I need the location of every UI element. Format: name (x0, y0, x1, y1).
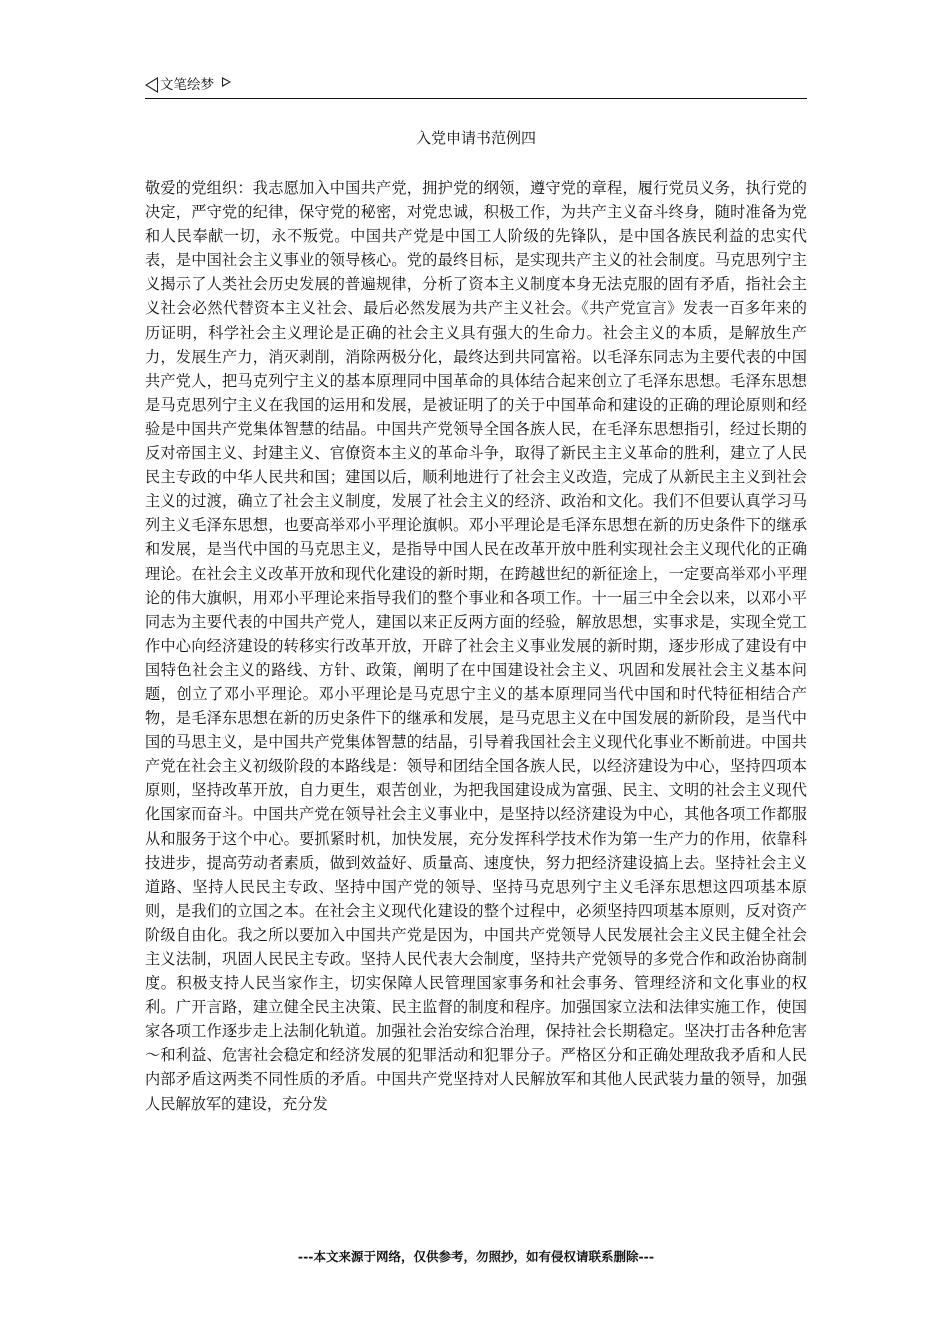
body-paragraph: 敬爱的党组织：我志愿加入中国共产党，拥护党的纲领，遵守党的章程，履行党员义务，执行党的决定，严守党的纪律，保守党的秘密，对党忠诚，积极工作，为共产主义奋斗终身，随时准备为党和人民奉献一切，永不叛党。中国共产党是中国工人阶级的先锋队，是中国各族民利益的忠实代表，是中国社会主义事业的领导核心。党的最终目标，是实现共产主义的社会制度。马克思列宁主义揭示了人类社会历史发展的普遍规律，分析了资本主义制度本身无法克服的固有矛盾，指社会主义社会必然代替资本主义社会、最后必然发展为共产主义社会。《共产党宣言》发表一百多年来的历证明，科学社会主义理论是正确的社会主义具有强大的生命力。社会主义的本质，是解放生产力，发展生产力，消灭剥削，消除两极分化，最终达到共同富裕。以毛泽东同志为主要代表的中国共产党人，把马克列宁主义的基本原理同中国革命的具体结合起来创立了毛泽东思想。毛泽东思想是马克思列宁主义在我国的运用和发展，是被证明了的关于中国革命和建设的正确的理论原则和经验是中国共产党集体智慧的结晶。中国共产党领导全国各族人民，在毛泽东思想指引，经过长期的反对帝国主义、封建主义、官僚资本主义的革命斗争，取得了新民主主义革命的胜利，建立了人民民主专政的中华人民共和国；建国以后，顺利地进行了社会主义改造，完成了从新民主主义到社会主义的过渡，确立了社会主义制度，发展了社会主义的经济、政治和文化。我们不但要认真学习马列主义毛泽东思想，也要高举邓小平理论旗帜。邓小平理论是毛泽东思想在新的历史条件下的继承和发展，是当代中国的马克思主义，是指导中国人民在改革开放中胜利实现社会主义现代化的正确理论。在社会主义改革开放和现代化建设的新时期，在跨越世纪的新征途上，一定要高举邓小平理论的伟大旗帜，用邓小平理论来指导我们的整个事业和各项工作。十一届三中全会以来，以邓小平同志为主要代表的中国共产党人，建国以来正反两方面的经验，解放思想，实事求是，实现全党工作中心向经济建设的转移实行改革开放，开辟了社会主义事业发展的新时期，逐步形成了建设有中国特色社会主义的路线、方针、政策，阐明了在中国建设社会主义、巩固和发展社会主义基本问题，创立了邓小平理论。邓小平理论是马克思宁主义的基本原理同当代中国和时代特征相结合产物，是毛泽东思想在新的历史条件下的继承和发展，是马克思主义在中国发展的新阶段，是当代中国的马思主义，是中国共产党集体智慧的结晶，引导着我国社会主义现代化事业不断前进。中国共产党在社会主义初级阶段的本路线是：领导和团结全国各族人民，以经济建设为中心，坚持四项本原则，坚持改革开放，自力更生，艰苦创业，为把我国建设成为富强、民主、文明的社会主义现代化国家而奋斗。中国共产党在领导社会主义事业中，是坚持以经济建设为中心，其他各项工作都服从和服务于这个中心。要抓紧时机，加快发展，充分发挥科学技术作为第一生产力的作用，依靠科技进步，提高劳动者素质，做到效益好、质量高、速度快，努力把经济建设搞上去。坚持社会主义道路、坚持人民民主专政、坚持中国产党的领导、坚持马克思列宁主义毛泽东思想这四项基本原则，是我们的立国之本。在社会主义现代化建设的整个过程中，必须坚持四项基本原则，反对资产阶级自由化。我之所以要加入中国共产党是因为，中国共产党领导人民发展社会主义民主健全社会主义法制，巩固人民民主专政。坚持人民代表大会制度，坚持共产党领导的多党合作和政治协商制度。积极支持人民当家作主，切实保障人民管理国家事务和社会事务、管理经济和文化事业的权利。广开言路，建立健全民主决策、民主监督的制度和程序。加强国家立法和法律实施工作，使国家各项工作逐步走上法制化轨道。加强社会治安综合治理，保持社会长期稳定。坚决打击各种危害～和利益、危害社会稳定和经济发展的犯罪活动和犯罪分子。严格区分和正确处理敌我矛盾和人民内部矛盾这两类不同性质的矛盾。中国共产党坚持对人民解放军和其他人民武装力量的领导，加强人民解放军的建设，充分发 (145, 179, 807, 1113)
triangle-right-icon (222, 77, 231, 87)
document-title: 入党申请书范例四 (415, 129, 536, 147)
footer-notice: ---本文来源于网络，仅供参考，勿照抄，如有侵权请联系删除--- (297, 1249, 655, 1264)
page-header (145, 76, 807, 98)
brand-label: 文笔绘梦 (160, 77, 214, 93)
header-divider (145, 98, 807, 99)
header-brand (145, 76, 231, 94)
document-body (145, 176, 807, 1116)
triangle-left-icon (145, 77, 158, 93)
